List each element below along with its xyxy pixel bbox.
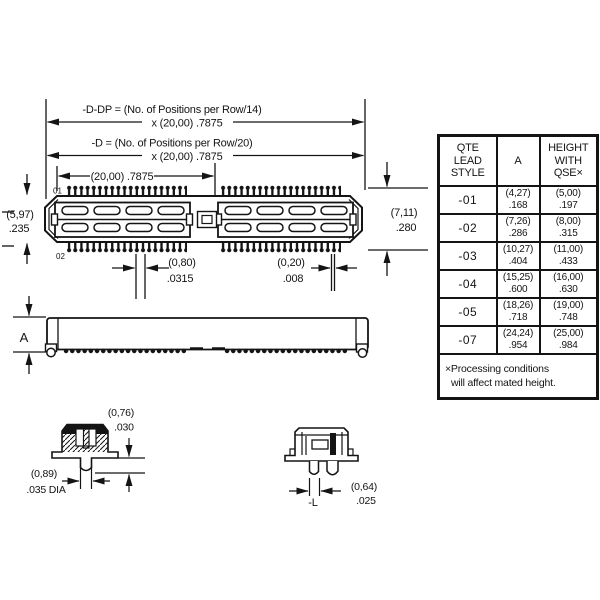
dim-lead-width-in: .025 [356,495,376,507]
dim-ball-height-mm: (0,76) [107,407,135,419]
a-cell: (18,26) .718 [497,298,540,326]
dim-body-in: .235 [8,223,30,235]
dim-ball-height-in: .030 [114,421,134,434]
dim-lead-pitch [112,254,169,299]
lead-style-cell: -03 [439,242,497,270]
lead-pin-left [310,461,319,474]
table-row [439,270,598,298]
pin-comb-bottom-right [220,242,341,253]
dim-row20-label: -D = (No. of Positions per Row/20) [91,137,253,150]
table-row [439,214,598,242]
height-cell: (11,00) .433 [540,242,598,270]
dim-overall-width [368,162,428,276]
pin-comb-top-right [220,186,341,197]
dim-lead-width [289,478,341,496]
lead-pin-right [327,461,338,475]
dim-lead-gap-in: .008 [282,273,304,285]
dim-lead-pitch-in: .0315 [166,273,194,285]
top-view [2,99,428,299]
side-view [13,296,368,374]
dim-overall-in: .280 [395,222,417,234]
a-cell: (7,26) .286 [497,214,540,242]
pin-02-label: 02 [56,252,65,261]
lead-option-label: -L [308,497,318,509]
dim-ball-dia-in: .035 DIA [26,484,66,496]
height-cell: (8,00) .315 [540,214,598,242]
pin-comb-top-left [66,186,187,197]
dim-row14-label: -D-DP = (No. of Positions per Row/14) [82,104,262,116]
lead-style-cell: -02 [439,214,497,242]
pin-comb-bottom-left [66,242,187,253]
footnote-cell: ×Processing conditions will affect mated height. [439,354,598,399]
a-cell: (4,27) .168 [497,186,540,214]
dim-lead-gap-mm: (0,20) [277,257,305,269]
dim-ball-dia-mm: (0,89) [30,468,58,480]
lead-style-cell: -07 [439,326,497,354]
a-cell: (24,24) .954 [497,326,540,354]
dim-body-mm: (5,97) [6,209,34,221]
table-header-row [439,136,598,186]
connector-top-body [45,186,362,253]
table-row [439,326,598,354]
lead-style-cell: -04 [439,270,497,298]
header-a: A [497,136,540,186]
lead-style-cell: -05 [439,298,497,326]
a-cell: (15,25) .600 [497,270,540,298]
dim-row20-value: x (20,00) .7875 [151,151,223,163]
table-row [439,186,598,214]
header-height: HEIGHT WITH QSE× [540,136,598,186]
dim-a-label: A [19,330,29,345]
table-footnote-row [439,354,598,399]
dim-pitch-value: (20,00) .7875 [90,171,154,183]
dim-lead-gap [311,254,357,291]
table-row [439,298,598,326]
a-cell: (10,27) .404 [497,242,540,270]
dim-lead-width-mm: (0,64) [350,481,378,493]
height-cell: (16,00) .630 [540,270,598,298]
dim-row14-value: x (20,00) .7875 [151,117,223,130]
height-cell: (25,00) .984 [540,326,598,354]
spec-table [437,134,599,400]
solder-detail-view [26,407,145,496]
pin-01-label: 01 [53,186,62,196]
height-cell: (19,00) .748 [540,298,598,326]
dim-overall-mm: (7,11) [390,207,418,219]
lead-detail-view [285,428,377,509]
dim-a [13,296,46,374]
height-cell: (5,00) .197 [540,186,598,214]
header-lead-style: QTE LEAD STYLE [439,136,497,186]
lead-style-cell: -01 [439,186,497,214]
side-body [47,318,368,350]
center-key [198,212,217,228]
table-row [439,242,598,270]
dim-lead-pitch-mm: (0,80) [168,257,196,269]
